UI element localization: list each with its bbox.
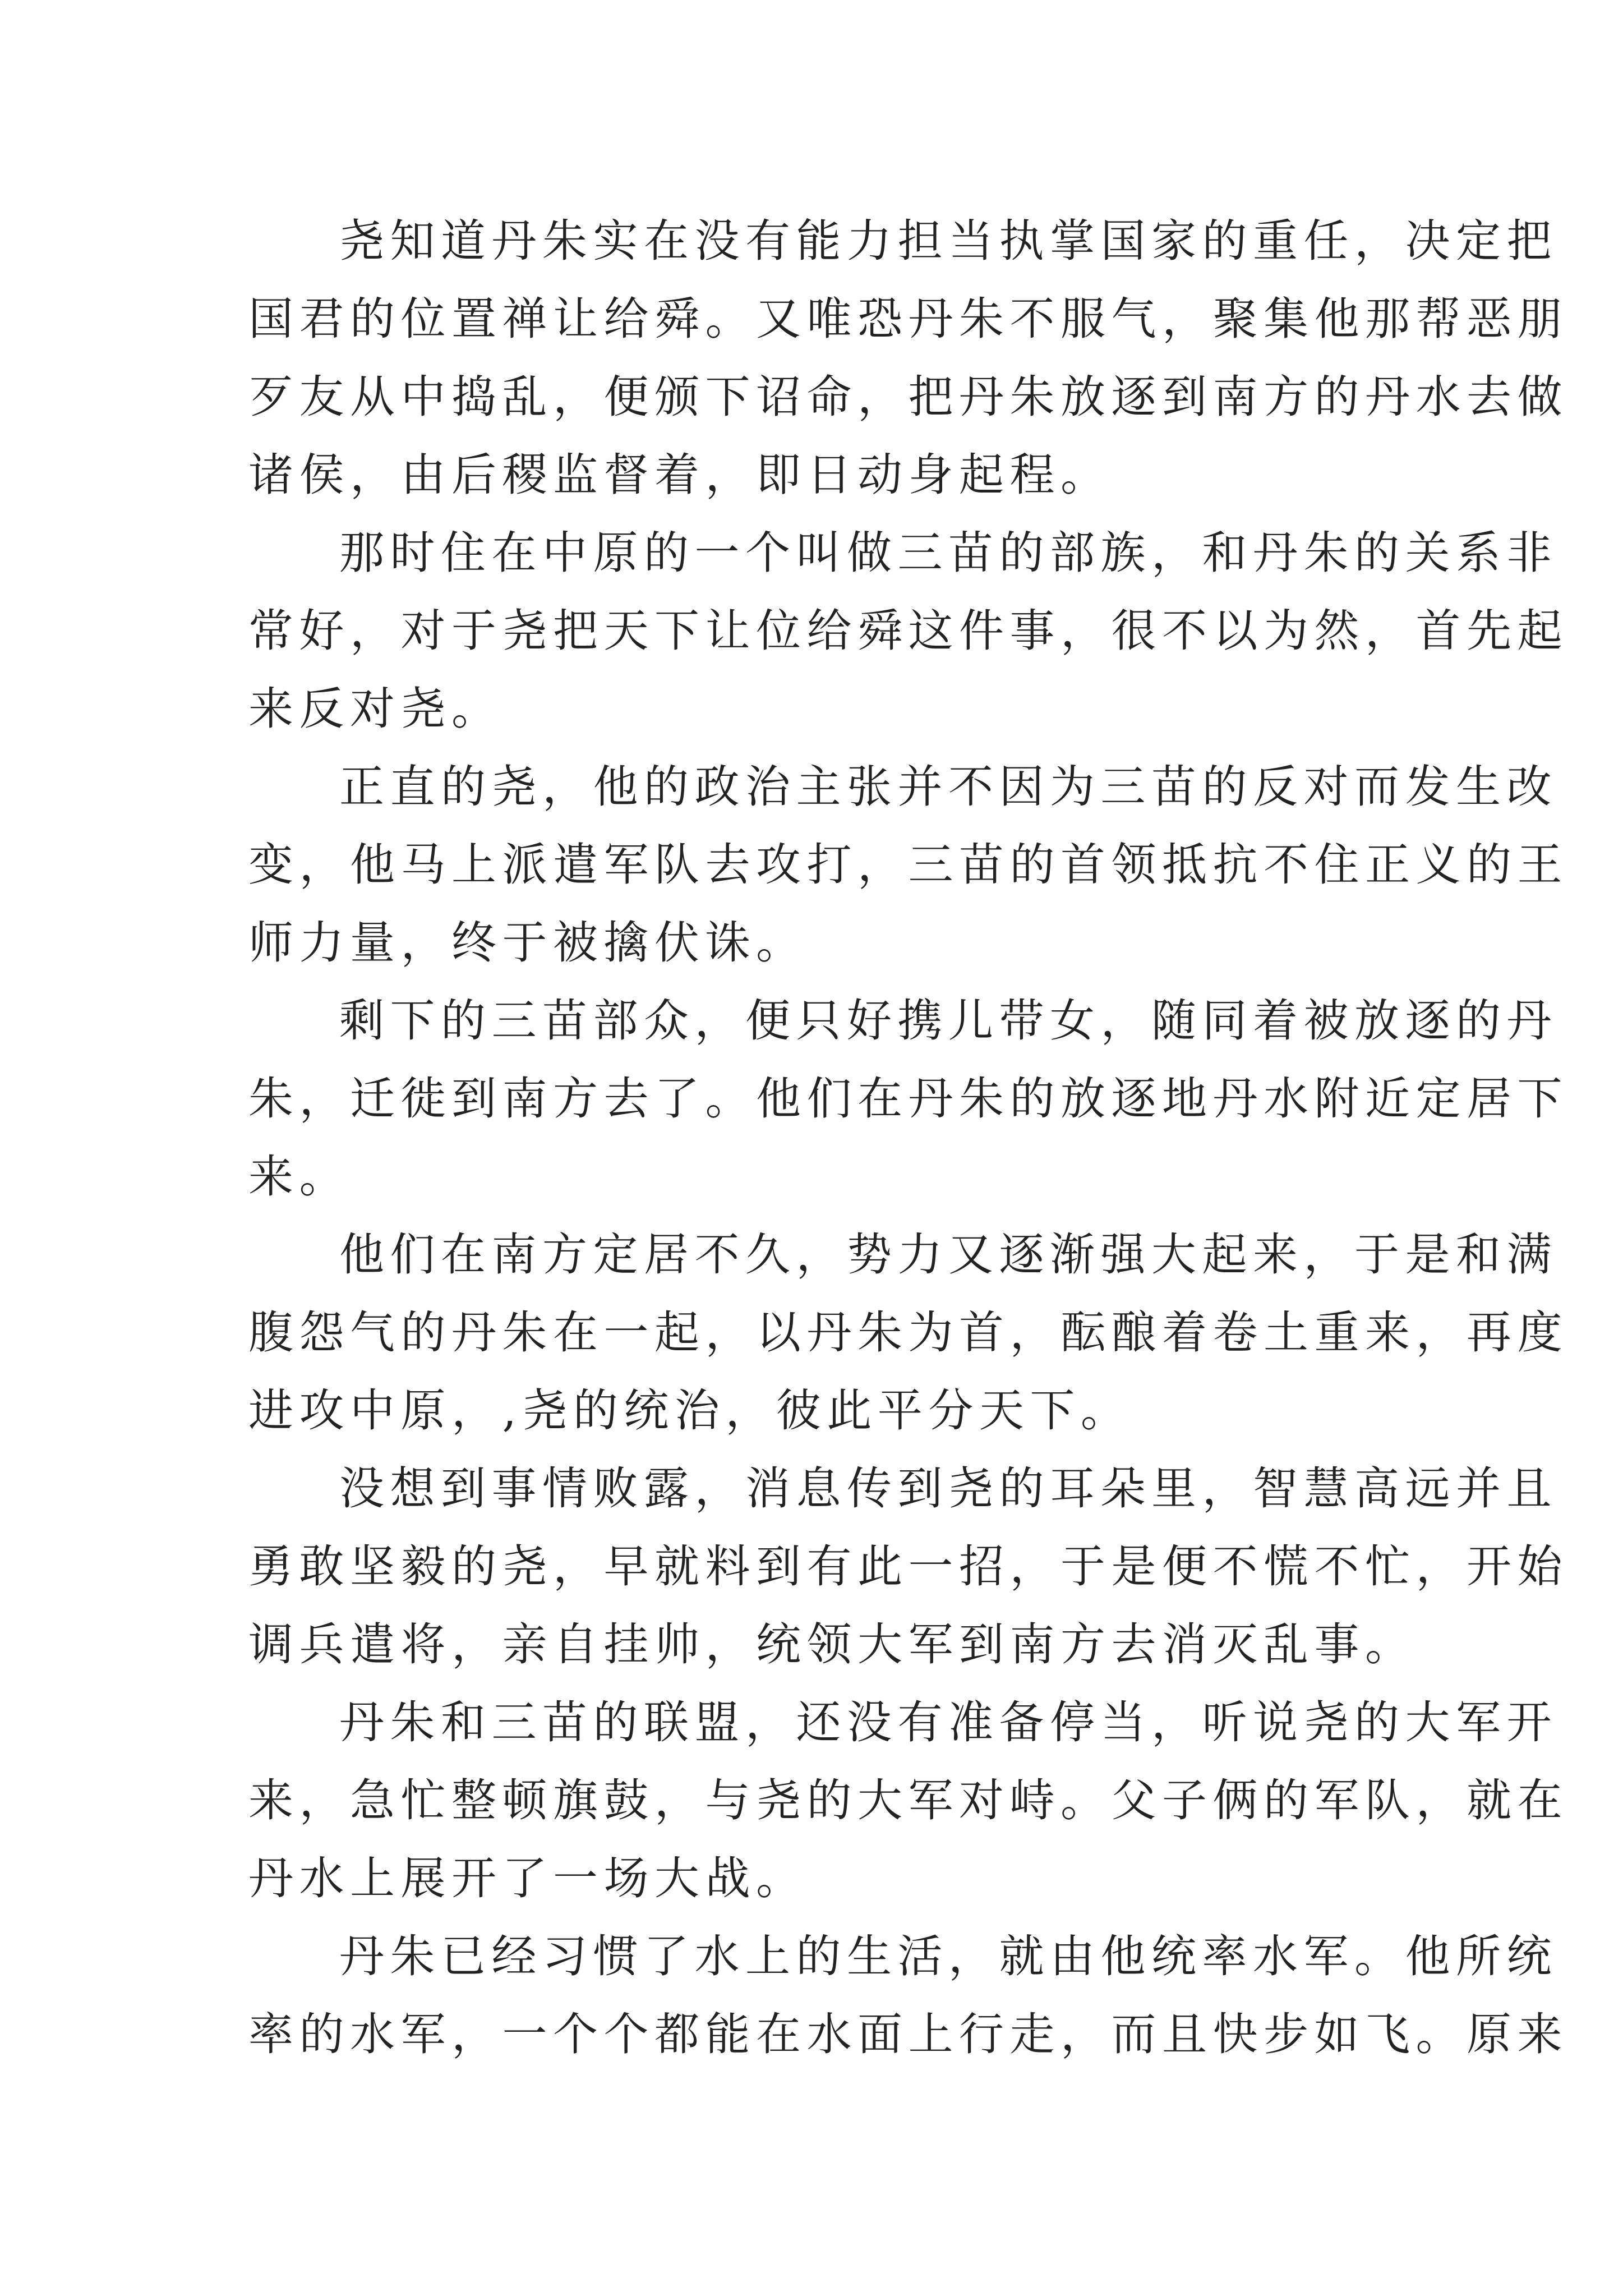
text-line: 诸侯，由后稷监督着，即日动身起程。 xyxy=(248,449,1112,501)
text-line: 国君的位置禅让给舜。又唯恐丹朱不服气，聚集他那帮恶朋 xyxy=(248,293,1568,345)
text-line: 常好，对于尧把天下让位给舜这件事，很不以为然，首先起 xyxy=(248,605,1568,657)
paragraph xyxy=(248,748,1568,982)
paragraph xyxy=(248,1450,1568,1683)
paragraph xyxy=(248,514,1568,748)
text-line: 歹友从中捣乱，便颁下诏命，把丹朱放逐到南方的丹水去做 xyxy=(248,371,1568,423)
text-line: 勇敢坚毅的尧，早就料到有此一招，于是便不慌不忙，开始 xyxy=(248,1540,1568,1593)
text-line: 进攻中原，,尧的统治，彼此平分天下。 xyxy=(248,1384,1132,1437)
text-line: 丹朱已经习惯了水上的生活，就由他统率水军。他所统 xyxy=(339,1930,1557,1982)
text-line: 他们在南方定居不久，势力又逐渐强大起来，于是和满 xyxy=(339,1228,1557,1281)
paragraph xyxy=(248,1216,1568,1450)
text-line: 来。 xyxy=(248,1151,350,1203)
text-line: 师力量，终于被擒伏诛。 xyxy=(248,917,807,969)
paragraph xyxy=(248,1917,1568,2073)
text-line: 变，他马上派遣军队去攻打，三苗的首领抵抗不住正义的王 xyxy=(248,839,1568,891)
text-line: 那时住在中原的一个叫做三苗的部族，和丹朱的关系非 xyxy=(339,527,1557,579)
text-line: 腹怨气的丹朱在一起，以丹朱为首，酝酿着卷土重来，再度 xyxy=(248,1306,1568,1359)
document-body xyxy=(248,202,1568,2073)
text-line: 率的水军，一个个都能在水面上行走，而且快步如飞。原来 xyxy=(248,2008,1568,2060)
paragraph xyxy=(248,982,1568,1216)
text-line: 丹水上展开了一场大战。 xyxy=(248,1852,807,1904)
text-line: 调兵遣将，亲自挂帅，统领大军到南方去消灭乱事。 xyxy=(248,1618,1416,1671)
text-line: 来，急忙整顿旗鼓，与尧的大军对峙。父子俩的军队，就在 xyxy=(248,1774,1568,1826)
paragraph xyxy=(248,202,1568,514)
text-line: 剩下的三苗部众，便只好携儿带女，随同着被放逐的丹 xyxy=(339,995,1557,1047)
text-line: 朱，迁徙到南方去了。他们在丹朱的放逐地丹水附近定居下 xyxy=(248,1073,1568,1125)
text-line: 丹朱和三苗的联盟，还没有准备停当，听说尧的大军开 xyxy=(339,1696,1557,1749)
text-line: 尧知道丹朱实在没有能力担当执掌国家的重任，决定把 xyxy=(339,215,1557,267)
text-line: 来反对尧。 xyxy=(248,683,502,735)
text-line: 正直的尧，他的政治主张并不因为三苗的反对而发生改 xyxy=(339,761,1557,813)
paragraph xyxy=(248,1683,1568,1917)
text-line: 没想到事情败露，消息传到尧的耳朵里，智慧高远并且 xyxy=(339,1462,1557,1515)
